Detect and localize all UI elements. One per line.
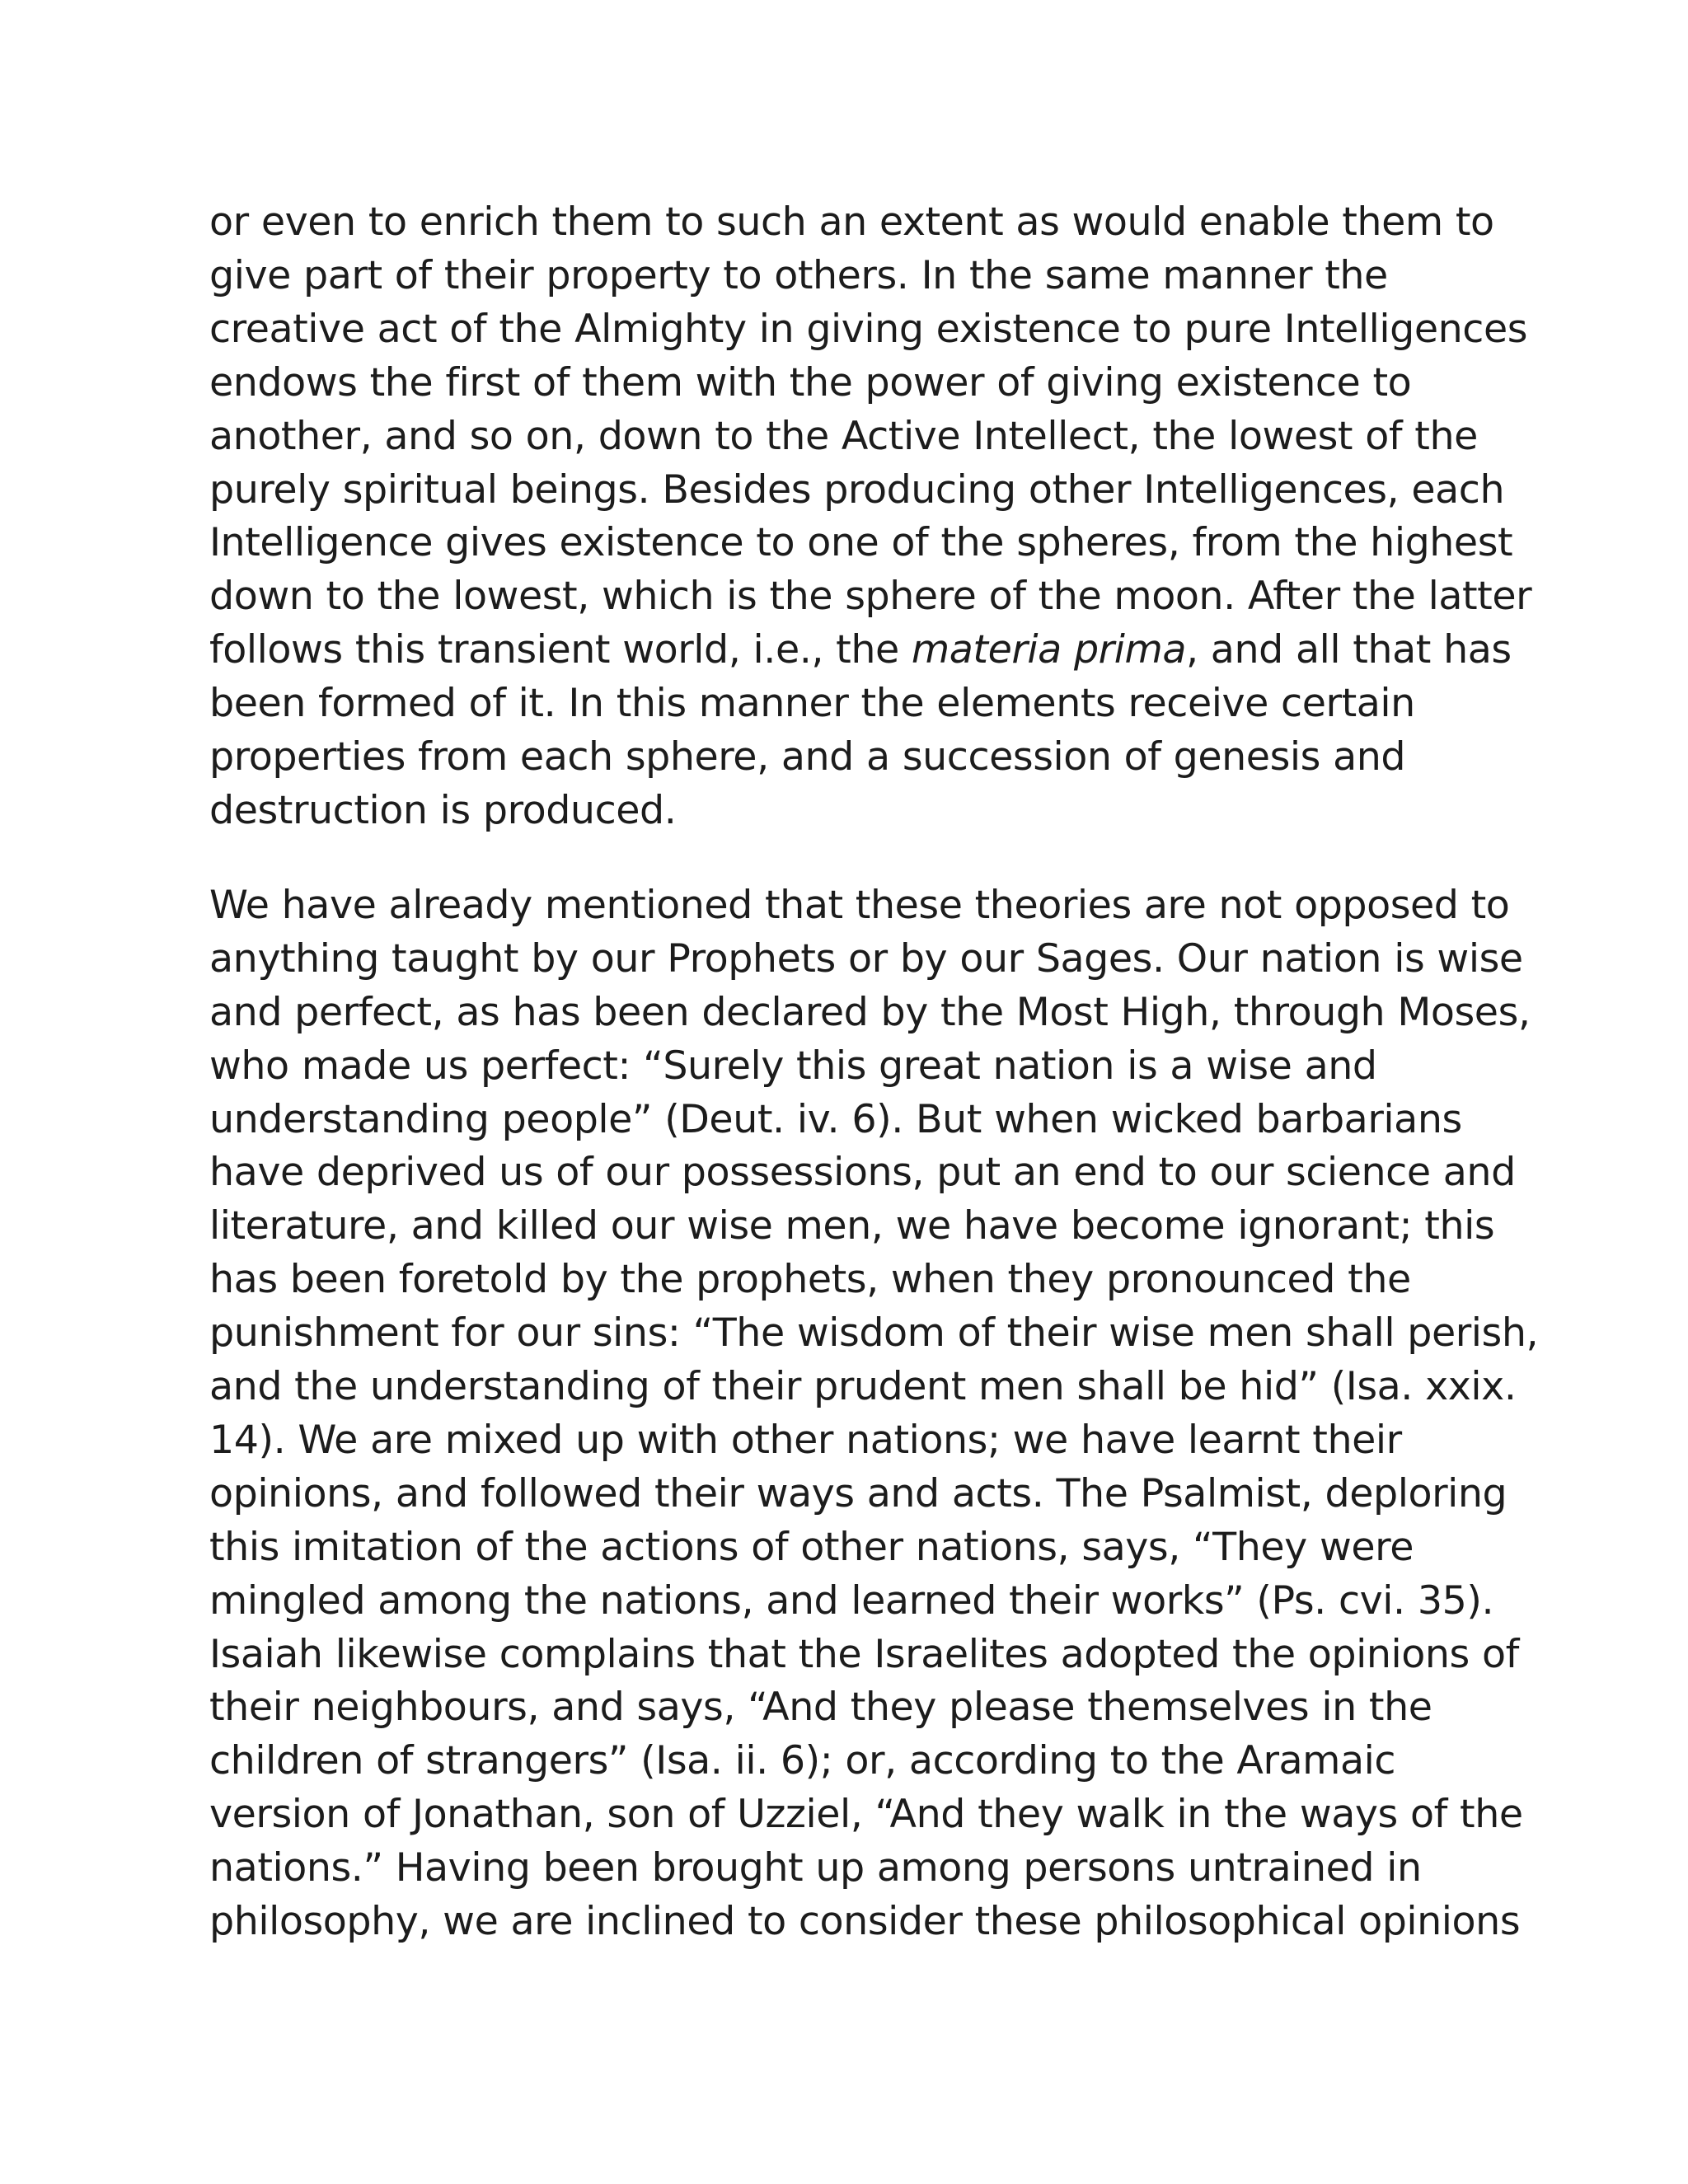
text-line: children of strangers” (Isa. ii. 6); or, according to the Aramaic xyxy=(209,1738,1396,1784)
text-line: properties from each sphere, and a succession of genesis and xyxy=(209,734,1406,780)
text-line: have deprived us of our possessions, put an end to our science and xyxy=(209,1150,1516,1196)
text-line: mingled among the nations, and learned their works” (Ps. cvi. 35). xyxy=(209,1577,1494,1624)
text-line: down to the lowest, which is the sphere of the moon. After the latter xyxy=(209,574,1532,620)
text-line: version of Jonathan, son of Uzziel, “And they walk in the ways of the xyxy=(209,1792,1523,1838)
text-line: opinions, and followed their ways and acts. The Psalmist, deploring xyxy=(209,1470,1507,1516)
text-line: creative act of the Almighty in giving existence to pure Intelligences xyxy=(209,306,1528,352)
text-line: nations.” Having been brought up among persons untrained in xyxy=(209,1845,1422,1891)
document-page xyxy=(209,196,1539,1949)
text-line: We have already mentioned that these theories are not opposed to xyxy=(209,882,1510,928)
text-line: purely spiritual beings. Besides producing other Intelligences, each xyxy=(209,466,1505,513)
text-line: literature, and killed our wise men, we have become ignorant; this xyxy=(209,1203,1495,1249)
text-line: has been foretold by the prophets, when they pronounced the xyxy=(209,1257,1411,1303)
text-line: this imitation of the actions of other nations, says, “They were xyxy=(209,1524,1414,1570)
text-line: give part of their property to others. In the same manner the xyxy=(209,252,1388,298)
text-line: punishment for our sins: “The wisdom of their wise men shall perish, xyxy=(209,1310,1539,1357)
text-line: been formed of it. In this manner the elements receive certain xyxy=(209,681,1415,727)
text-line: understanding people” (Deut. iv. 6). But when wicked barbarians xyxy=(209,1096,1462,1142)
text-line: philosophy, we are inclined to consider these philosophical opinions xyxy=(209,1899,1521,1945)
text-line: anything taught by our Prophets or by our Sages. Our nation is wise xyxy=(209,935,1523,982)
text-line: and the understanding of their prudent men shall be hid” (Isa. xxix. xyxy=(209,1364,1517,1410)
text-line: another, and so on, down to the Active Intellect, the lowest of the xyxy=(209,413,1478,459)
text-line-with-italic xyxy=(209,624,1512,677)
text-line: their neighbours, and says, “And they please themselves in the xyxy=(209,1685,1432,1731)
text-line: destruction is produced. xyxy=(209,787,677,833)
italic-term: materia prima xyxy=(911,627,1186,673)
text-line: endows the first of them with the power of giving existence to xyxy=(209,359,1412,405)
text-line: or even to enrich them to such an extent as would enable them to xyxy=(209,199,1494,245)
text-segment: follows this transient world, i.e., the xyxy=(209,627,912,673)
text-line: who made us perfect: “Surely this great nation is a wise and xyxy=(209,1043,1377,1089)
text-line: and perfect, as has been declared by the Most High, through Moses, xyxy=(209,989,1531,1035)
paragraph-2 xyxy=(209,879,1539,1949)
text-line: 14). We are mixed up with other nations; we have learnt their xyxy=(209,1417,1402,1463)
text-segment: , and all that has xyxy=(1186,627,1512,673)
text-line: Isaiah likewise complains that the Israelites adopted the opinions of xyxy=(209,1631,1519,1677)
paragraph-1 xyxy=(209,196,1532,838)
text-line: Intelligence gives existence to one of the spheres, from the highest xyxy=(209,520,1513,566)
